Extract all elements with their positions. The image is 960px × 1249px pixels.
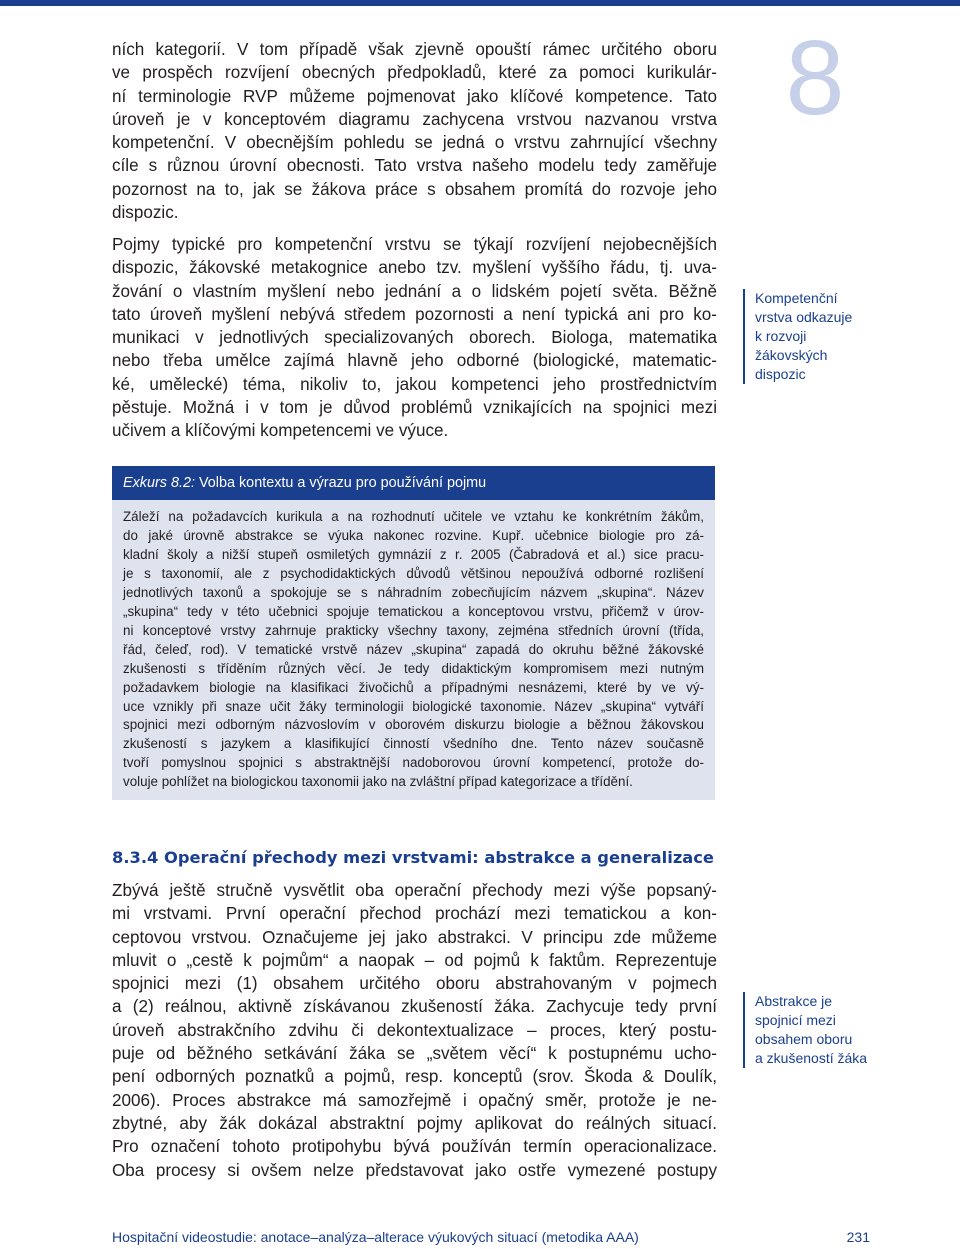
text-line: Pro označení tohoto protipohybu bývá používán termín operacionalizace. — [112, 1137, 717, 1157]
text-line: ceptovou vrstvou. Označujeme jej jako abstrakci. V principu zde můžeme — [112, 927, 717, 947]
exkurs-line: zkušenosti s tříděním různých věcí. Je tedy didaktickým kompromisem mezi nutným — [123, 660, 704, 676]
paragraph-2 — [112, 233, 717, 443]
text-line: žování o vlastním myšlení nebo jednání a o lidském pojetí světa. Běžně — [112, 281, 717, 301]
text-line: mluvit o „cestě k pojmům“ a naopak – od pojmů k faktům. Reprezentuje — [112, 950, 717, 970]
exkurs-line: jednotlivých taxonů a spokojuje se s náhradním zobecňujícím názvem „skupina“. Název — [123, 584, 704, 600]
exkurs-header — [112, 466, 715, 500]
exkurs-title: Volba kontextu a výrazu pro používání pojmu — [194, 475, 487, 491]
text-line: ní terminologie RVP můžeme pojmenovat jako klíčové kompetence. Tato — [112, 86, 717, 106]
text-line: 2006). Proces abstrakce má samozřejmě i opačný směr, protože je ne- — [112, 1090, 717, 1110]
text-line: mi vrstvami. První operační přechod prochází mezi tematickou a kon- — [112, 904, 717, 924]
text-line: munikaci v jednotlivých specializovaných oborech. Biologa, matematika — [112, 328, 717, 348]
margin-note-line: obsahem oboru — [755, 1031, 853, 1047]
exkurs-line: Záleží na požadavcích kurikula a na rozhodnutí učitele ve vztahu ke konkrétním žákům, — [123, 509, 704, 524]
margin-note-line: žákovských — [755, 347, 828, 363]
exkurs-line: kladní školy a nižší stupeň osmiletých gymnázií z r. 2005 (Čabradová et al.) sice pracu- — [123, 546, 704, 562]
margin-note-line: dispozic — [755, 366, 806, 382]
footer-title: Hospitační videostudie: anotace–analýza–alterace výukových situací (metodika AAA) — [112, 1229, 639, 1245]
text-line: úroveň abstrakčního zdvihu či dekontextualizace – proces, který postu- — [112, 1020, 717, 1040]
text-line: kompetenční. V obecnějším pohledu se jedná o vrstvu zahrnující všechny — [112, 133, 717, 153]
margin-note-abstraction — [743, 992, 867, 1068]
chapter-number: 8 — [785, 19, 845, 137]
exkurs-line: tvoří pomyslnou spojnici s abstraktnější nadoborovou úrovní kompetencí, protože do- — [123, 755, 704, 771]
margin-note-line: spojnicí mezi — [755, 1012, 836, 1028]
exkurs-text — [123, 508, 704, 792]
exkurs-line: „skupina“ tedy v této učebnici spojuje tematickou a konceptovou vrstvu, přičemž v úrov- — [123, 603, 704, 619]
exkurs-line: spojnici mezi odborným názvoslovím v oborovém diskurzu biologie a běžnou žákovskou — [123, 717, 704, 733]
margin-note-line: k rozvoji — [755, 328, 807, 344]
text-line: Zbývá ještě stručně vysvětlit oba operační přechody mezi výše popsaný- — [112, 881, 717, 900]
text-line: zbytné, aby žák dokázal abstraktní pojmy aplikovat do reálných situací. — [112, 1113, 717, 1133]
exkurs-label: Exkurs 8.2: — [123, 475, 195, 491]
exkurs-line: uce vznikly při snaze učit žáky terminologii biologické taxonomie. Název „skupina“ vytváří — [123, 698, 704, 714]
margin-note-line: a zkušeností žáka — [755, 1050, 868, 1066]
page-footer — [112, 1227, 870, 1247]
text-line: cíle s různou úrovní obecnosti. Tato vrstva našeho modelu tedy zaměřuje — [112, 156, 717, 176]
exkurs-line: řád, čeleď, rod). V tematické vrstvě název „skupina“ zapadá do okruhu běžné žákovské — [123, 641, 704, 657]
text-line: pení odborných poznatků a pojmů, resp. konceptů (srov. Škoda & Doulík, — [112, 1067, 717, 1087]
exkurs-line: do jaké úrovně abstrakce se výuka nakonec rozvine. Kupř. učebnice biologie pro zá- — [123, 527, 704, 543]
text-line: a (2) reálnou, aktivně získávanou zkušeností žáka. Zachycuje tedy první — [112, 997, 717, 1017]
paragraph-1 — [112, 38, 717, 224]
margin-note-line: Abstrakce je — [755, 993, 833, 1009]
text-line: pozornost na to, jak se žákova práce s obsahem promítá do rozvoje jeho — [112, 179, 717, 199]
exkurs-line: voluje pohlížet na biologickou taxonomii jako na zvláštní případ kategorizace a třídění. — [123, 774, 633, 790]
text-line: Pojmy typické pro kompetenční vrstvu se týkají rozvíjení nejobecnějších — [112, 235, 717, 254]
text-line: dispozic, žákovské metakognice anebo tzv. myšlení vyššího řádu, tj. uva- — [112, 258, 717, 278]
text-line: učivem a klíčovými kompetencemi ve výuce. — [112, 421, 449, 441]
exkurs-line: je s taxonomií, ale z psychodidaktických důvodů většinou nepoužívá odborné rozlišení — [123, 565, 704, 581]
text-line: nebo třeba umělce zajímá hlavně jeho odborné (biologické, matematic- — [112, 351, 717, 371]
text-line: Oba procesy si ovšem nelze představovat jako ostře vymezené postupy — [112, 1160, 717, 1180]
margin-note-line: vrstva odkazuje — [755, 309, 853, 325]
text-line: pěstuje. Možná i v tom je důvod problémů vznikajících na spojnici mezi — [112, 398, 717, 418]
text-line: puje od běžného setkávání žáka se „světem věcí“ k postupnému ucho- — [112, 1044, 717, 1064]
exkurs-line: zkušeností s jazykem a klasifikující činností všedního dne. Tento název současně — [123, 736, 704, 752]
paragraph-3 — [112, 879, 717, 1182]
margin-note-competence — [743, 289, 852, 384]
page-number: 231 — [846, 1229, 870, 1245]
top-accent-bar — [0, 0, 960, 6]
exkurs-line: ni konceptové vrstvy zahrnuje prakticky všechny taxony, zejména středních úrovní (třída, — [123, 622, 704, 638]
exkurs-line: požadavkem biologie na klasifikaci živočichů a případnými nesnázemi, které by ve vý- — [123, 679, 704, 695]
text-line: ních kategorií. V tom případě však zjevně opouští rámec určitého oboru — [112, 40, 717, 59]
text-line: spojnici mezi (1) obsahem určitého oboru abstrahovaným v pojmech — [112, 974, 717, 994]
text-line: dispozic. — [112, 203, 179, 223]
text-line: úroveň je v konceptovém diagramu zachycena vrstvou nazvanou vrstva — [112, 109, 717, 129]
margin-note-line: Kompetenční — [755, 290, 838, 306]
text-line: tato úroveň myšlení nebývá středem pozornosti a není typická ani pro ko- — [112, 304, 717, 324]
text-line: ké, umělecké) téma, nikoliv to, jakou kompetenci jeho prostřednictvím — [112, 374, 717, 394]
text-line: ve prospěch rozvíjení obecných předpokladů, které za pomoci kurikulár- — [112, 63, 717, 83]
section-heading: 8.3.4 Operační přechody mezi vrstvami: abstrakce a generalizace — [112, 848, 714, 867]
